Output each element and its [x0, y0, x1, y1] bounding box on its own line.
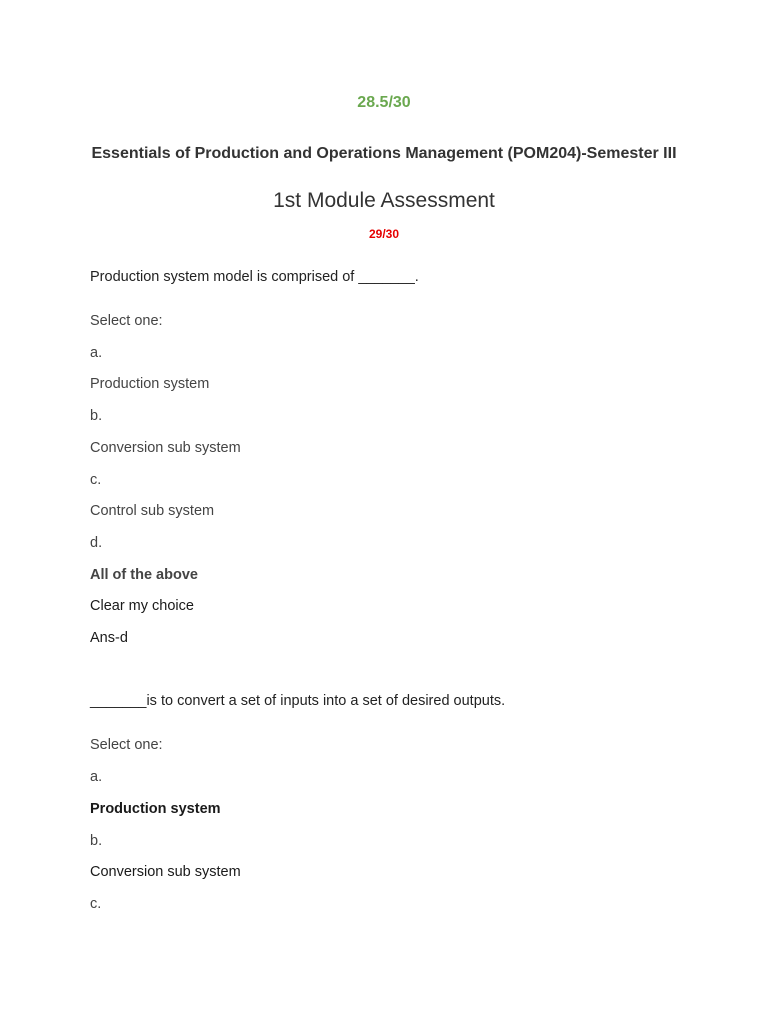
clear-choice-link[interactable]: Clear my choice: [90, 598, 194, 614]
module-score: 29/30: [368, 227, 400, 241]
course-title: Essentials of Production and Operations Management (POM204)-Semester III: [91, 145, 677, 162]
question-1-select-label: Select one:: [90, 313, 163, 329]
question-1-option-c-letter: c.: [90, 472, 102, 488]
question-2-text: _______is to convert a set of inputs into a set of desired outputs.: [90, 693, 506, 709]
question-2-option-a-letter: a.: [90, 769, 103, 785]
question-2-option-b-letter: b.: [90, 833, 103, 849]
question-1-option-a-letter: a.: [90, 345, 103, 361]
question-1-answer: Ans-d: [90, 630, 128, 646]
question-2-option-b[interactable]: Conversion sub system: [90, 864, 241, 880]
question-1-text: Production system model is comprised of _______.: [90, 269, 419, 285]
question-1-option-a[interactable]: Production system: [90, 376, 210, 392]
question-1-option-b-letter: b.: [90, 408, 103, 424]
overall-score: 28.5/30: [357, 94, 411, 111]
question-1-option-d-selected[interactable]: All of the above: [90, 567, 198, 583]
question-1-option-d-letter: d.: [90, 535, 103, 551]
question-2-option-a-selected[interactable]: Production system: [90, 801, 221, 817]
question-1-option-b[interactable]: Conversion sub system: [90, 440, 241, 456]
question-2-select-label: Select one:: [90, 737, 163, 753]
question-1-option-c[interactable]: Control sub system: [90, 503, 215, 519]
question-2-option-c-letter: c.: [90, 896, 102, 912]
module-title: 1st Module Assessment: [273, 189, 495, 212]
